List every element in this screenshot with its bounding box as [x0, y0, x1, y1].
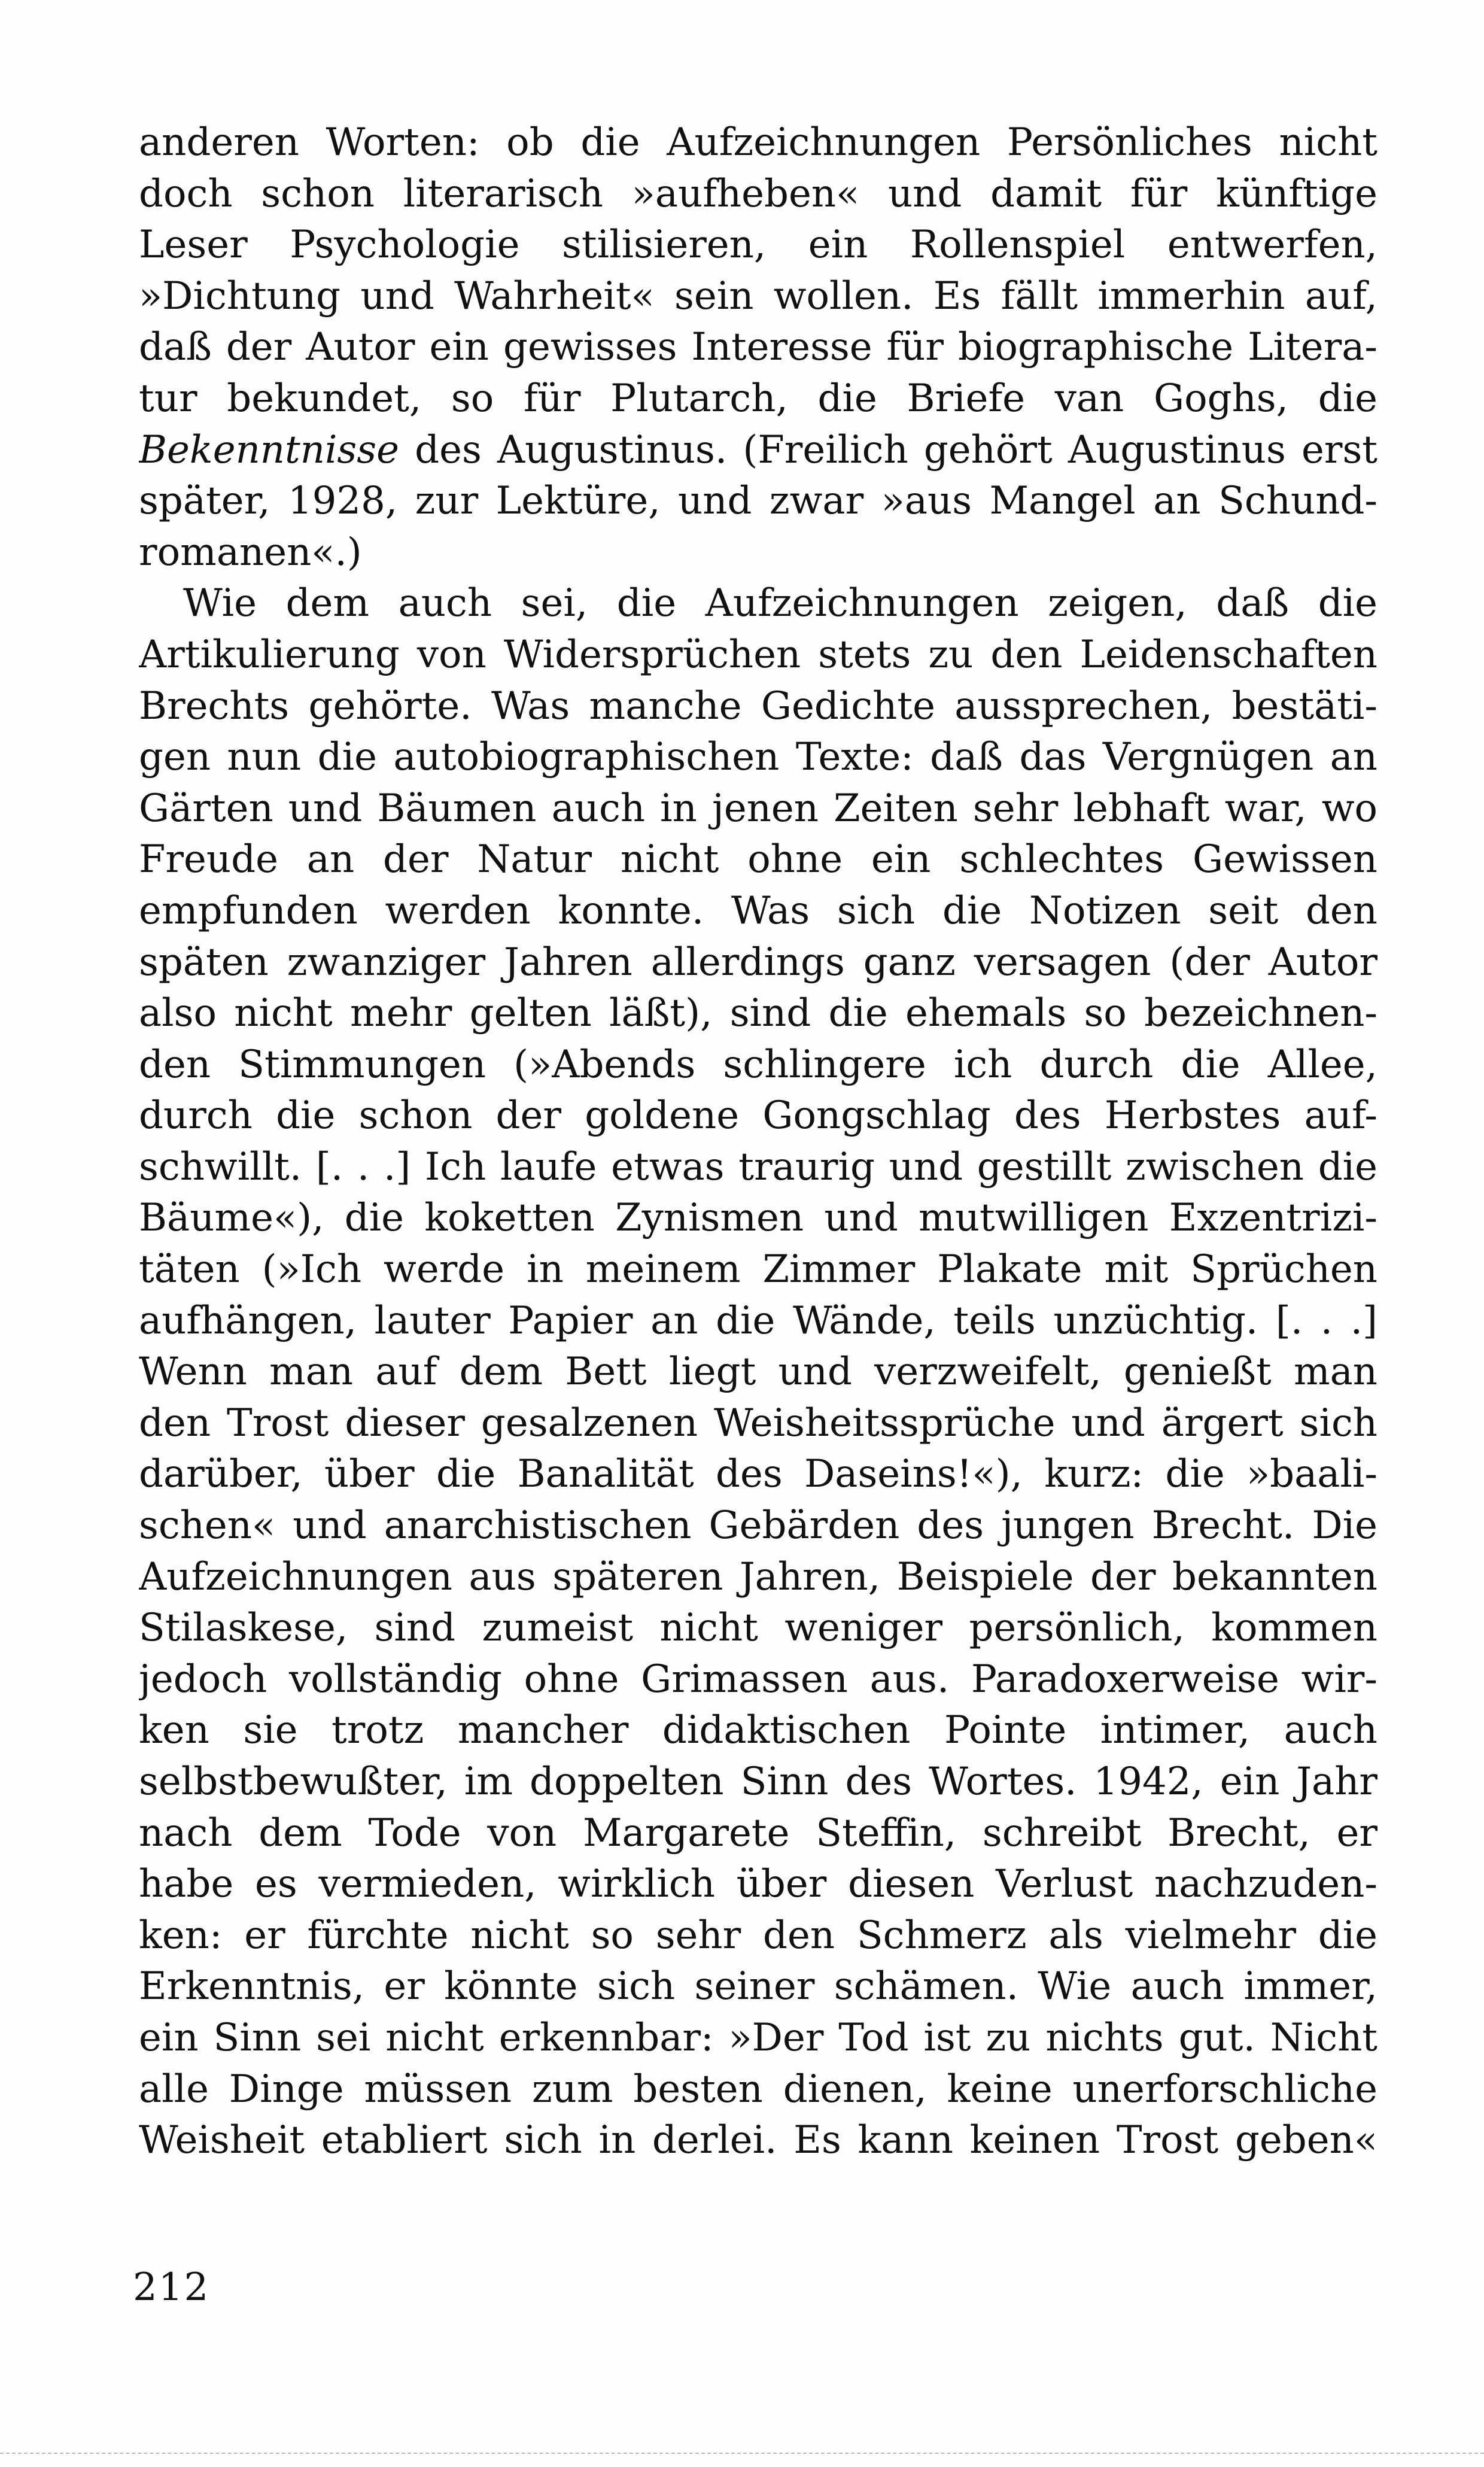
text-line	[139, 2115, 1377, 2167]
line-text: selbstbewußter, im doppelten Sinn des Wortes. 1942, ein Jahr	[139, 1760, 1377, 1804]
text-line	[139, 271, 1377, 323]
text-line	[139, 1449, 1377, 1500]
line-text: also nicht mehr gelten läßt), sind die ehemals so bezeichnen-	[139, 991, 1377, 1036]
line-text: Stilaskese, sind zumeist nicht weniger persönlich, kommen	[139, 1606, 1377, 1651]
text-line	[139, 578, 1377, 630]
line-text: Leser Psychologie stilisieren, ein Rollenspiel entwerfen,	[139, 223, 1377, 268]
text-line	[139, 1244, 1377, 1296]
line-text: empfunden werden konnte. Was sich die Notizen seit den	[139, 888, 1377, 933]
line-text: den Trost dieser gesalzenen Weisheitssprüche und ärgert sich	[139, 1400, 1377, 1445]
line-text: habe es vermieden, wirklich über diesen Verlust nachzuden-	[139, 1862, 1377, 1907]
text-line	[139, 169, 1377, 220]
line-text: gen nun die autobiographischen Texte: daß das Vergnügen an	[139, 735, 1377, 780]
text-line	[139, 783, 1377, 835]
text-line	[139, 1757, 1377, 1808]
text-line	[139, 1961, 1377, 2013]
text-line	[139, 2064, 1377, 2116]
line-text: Wie dem auch sei, die Aufzeichnungen zeigen, daß die	[183, 581, 1377, 626]
line-text: aufhängen, lauter Papier an die Wände, teils unzüchtig. [. . .]	[139, 1298, 1377, 1343]
text-line	[139, 1347, 1377, 1398]
line-text: schwillt. [. . .] Ich laufe etwas traurig und gestillt zwischen die	[139, 1144, 1377, 1189]
text-line	[139, 1808, 1377, 1860]
line-text: tur bekundet, so für Plutarch, die Briefe van Goghs, die	[139, 376, 1377, 421]
text-line	[139, 834, 1377, 886]
line-text: Brechts gehörte. Was manche Gedichte aussprechen, bestäti-	[139, 683, 1377, 728]
line-text: schen« und anarchistischen Gebärden des jungen Brecht. Die	[139, 1503, 1377, 1548]
line-text: Gärten und Bäumen auch in jenen Zeiten sehr lebhaft war, wo	[139, 786, 1377, 831]
line-text: ein Sinn sei nicht erkennbar: »Der Tod ist zu nichts gut. Nicht	[139, 2015, 1377, 2060]
text-line	[139, 1603, 1377, 1654]
text-line	[139, 886, 1377, 937]
line-text: nach dem Tode von Margarete Steffin, schreibt Brecht, er	[139, 1810, 1377, 1855]
line-text: jedoch vollständig ohne Grimassen aus. Paradoxerweise wir-	[139, 1657, 1377, 1702]
line-text: Freude an der Natur nicht ohne ein schlechtes Gewissen	[139, 837, 1377, 882]
page-number: 212	[133, 2265, 210, 2310]
line-text: durch die schon der goldene Gongschlag des Herbstes auf-	[139, 1093, 1377, 1138]
text-line	[139, 1910, 1377, 1962]
text-line	[139, 1398, 1377, 1450]
text-line	[139, 117, 1377, 169]
text-line	[139, 681, 1377, 733]
text-line	[139, 1296, 1377, 1347]
body-text	[139, 117, 1377, 2167]
line-text: alle Dinge müssen zum besten dienen, keine unerforschliche	[139, 2067, 1377, 2111]
line-text: romanen«.)	[139, 530, 362, 575]
text-line	[139, 425, 1377, 476]
text-line	[139, 1142, 1377, 1193]
text-line	[139, 1705, 1377, 1757]
italic-title: Bekenntnisse	[139, 427, 399, 472]
line-text: später, 1928, zur Lektüre, und zwar »aus Mangel an Schund-	[139, 479, 1377, 524]
line-text: täten (»Ich werde in meinem Zimmer Plakate mit Sprüchen	[139, 1247, 1377, 1292]
line-text: des Augustinus. (Freilich gehört Augustinus erst	[399, 427, 1377, 472]
line-text: doch schon literarisch »aufheben« und damit für künftige	[139, 171, 1377, 216]
line-text: »Dichtung und Wahrheit« sein wollen. Es fällt immerhin auf,	[139, 274, 1377, 318]
line-text: Wenn man auf dem Bett liegt und verzweifelt, genießt man	[139, 1350, 1377, 1394]
text-line	[139, 1859, 1377, 1910]
line-text: den Stimmungen (»Abends schlingere ich durch die Allee,	[139, 1042, 1377, 1087]
text-line	[139, 373, 1377, 425]
text-line	[139, 527, 1377, 579]
text-line	[139, 1500, 1377, 1552]
text-line	[139, 1552, 1377, 1603]
line-text: Erkenntnis, er könnte sich seiner schämen. Wie auch immer,	[139, 1964, 1377, 2009]
line-text: darüber, über die Banalität des Daseins!«), kurz: die »baali-	[139, 1452, 1377, 1497]
text-line	[139, 322, 1377, 373]
text-line	[139, 2013, 1377, 2064]
text-line	[139, 630, 1377, 681]
text-line	[139, 988, 1377, 1040]
scan-edge-line	[0, 2453, 1484, 2454]
text-line	[139, 1040, 1377, 1091]
text-line	[139, 476, 1377, 527]
text-line	[139, 732, 1377, 783]
text-line	[139, 220, 1377, 271]
line-text: ken sie trotz mancher didaktischen Pointe intimer, auch	[139, 1708, 1377, 1753]
text-line	[139, 1090, 1377, 1142]
line-text: Aufzeichnungen aus späteren Jahren, Beispiele der bekannten	[139, 1554, 1377, 1599]
text-line	[139, 1193, 1377, 1244]
line-text: Weisheit etabliert sich in derlei. Es kann keinen Trost geben«	[139, 2118, 1377, 2163]
line-text: daß der Autor ein gewisses Interesse für biographische Litera-	[139, 325, 1377, 370]
text-line	[139, 937, 1377, 989]
line-text: Bäume«), die koketten Zynismen und mutwilligen Exzentrizi-	[139, 1196, 1377, 1241]
line-text: späten zwanziger Jahren allerdings ganz versagen (der Autor	[139, 940, 1377, 985]
text-line	[139, 1654, 1377, 1706]
line-text: ken: er fürchte nicht so sehr den Schmerz als vielmehr die	[139, 1913, 1377, 1958]
line-text: anderen Worten: ob die Aufzeichnungen Persönliches nicht	[139, 120, 1377, 165]
line-text: Artikulierung von Widersprüchen stets zu den Leidenschaften	[139, 632, 1377, 677]
